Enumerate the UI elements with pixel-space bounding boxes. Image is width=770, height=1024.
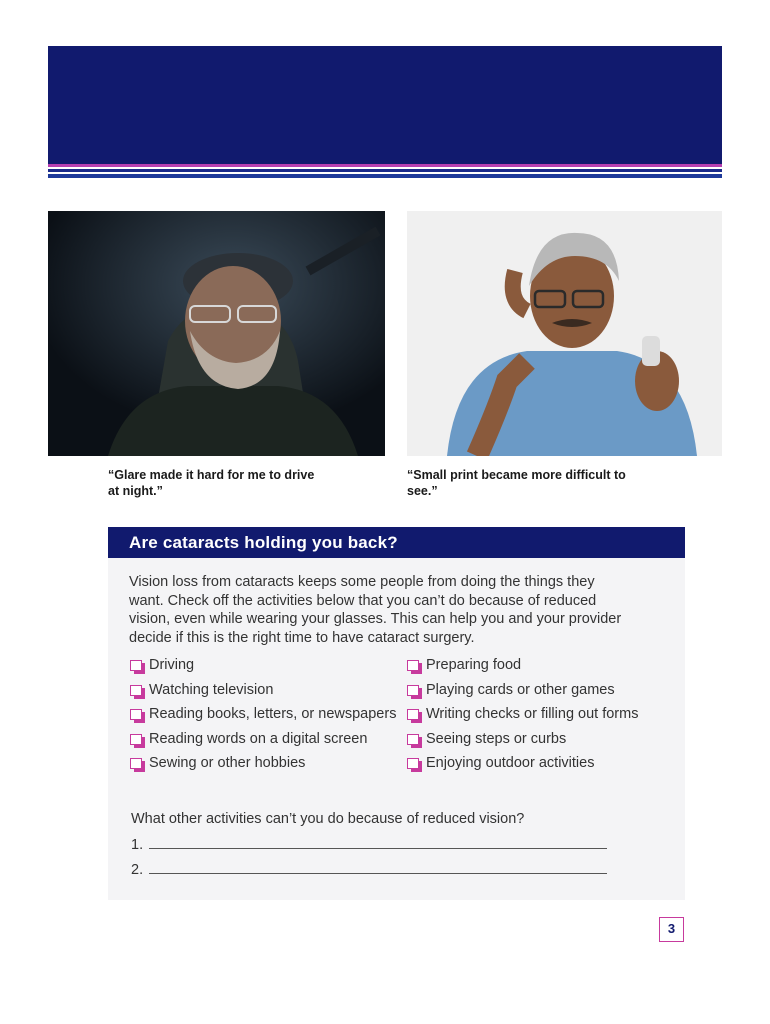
activity-list-right (406, 656, 676, 779)
photo-caption: “Small print became more difficult to see.” (407, 468, 626, 498)
panel-title: Are cataracts holding you back? (129, 533, 398, 552)
answer-number: 1. (131, 837, 144, 853)
checkbox-icon[interactable] (130, 758, 142, 769)
activity-item[interactable] (129, 730, 399, 749)
answer-line[interactable] (131, 862, 607, 878)
answer-blank[interactable] (149, 837, 607, 849)
checkbox-icon[interactable] (407, 660, 419, 671)
activity-label: Seeing steps or curbs (426, 730, 567, 747)
activity-label: Writing checks or filling out forms (426, 706, 639, 722)
page-number: 3 (659, 917, 684, 942)
activity-label: Sewing or other hobbies (149, 755, 306, 771)
header-stripe (48, 164, 722, 167)
activity-item[interactable] (129, 705, 399, 724)
checkbox-icon[interactable] (407, 685, 419, 696)
activity-label: Reading words on a digital screen (149, 730, 368, 747)
intro-paragraph: Vision loss from cataracts keeps some people from doing the things they want. Check off the activities below that you can’t do because of reduced vision, even while wearing your glasses. This can help you and your provider decide if this is the right time to have cataract surgery. (129, 574, 622, 646)
activity-item[interactable] (406, 754, 676, 773)
activity-label: Watching television (149, 681, 274, 698)
activity-item[interactable] (129, 656, 399, 675)
other-activities-question: What other activities can’t you do because of reduced vision? (131, 811, 525, 827)
activity-item[interactable] (129, 754, 399, 773)
activity-list-left (129, 656, 399, 779)
answer-number: 2. (131, 862, 144, 878)
activity-item[interactable] (129, 681, 399, 700)
photo-caption: “Glare made it hard for me to drive at night.” (108, 468, 315, 498)
checkbox-icon[interactable] (407, 709, 419, 720)
checkbox-icon[interactable] (130, 660, 142, 671)
activity-label: Enjoying outdoor activities (426, 755, 595, 771)
answer-line[interactable] (131, 837, 607, 853)
activity-label: Playing cards or other games (426, 681, 615, 698)
activity-label: Reading books, letters, or newspapers (149, 706, 397, 722)
activity-label: Preparing food (426, 657, 522, 673)
panel-header (108, 527, 685, 558)
header-stripe (48, 174, 722, 178)
header-banner (48, 46, 722, 164)
activity-item[interactable] (406, 705, 676, 724)
photo-man-driving-at-night (48, 211, 385, 456)
activity-label: Driving (149, 657, 195, 673)
checklist-panel (108, 527, 685, 900)
activity-item[interactable] (406, 681, 676, 700)
checkbox-icon[interactable] (130, 734, 142, 745)
activity-item[interactable] (406, 730, 676, 749)
photo-man-reading-small-print (407, 211, 722, 456)
checkbox-icon[interactable] (130, 709, 142, 720)
checkbox-icon[interactable] (407, 734, 419, 745)
activity-item[interactable] (406, 656, 676, 675)
checkbox-icon[interactable] (407, 758, 419, 769)
header-stripe (48, 169, 722, 172)
checkbox-icon[interactable] (130, 685, 142, 696)
answer-blank[interactable] (149, 862, 607, 874)
